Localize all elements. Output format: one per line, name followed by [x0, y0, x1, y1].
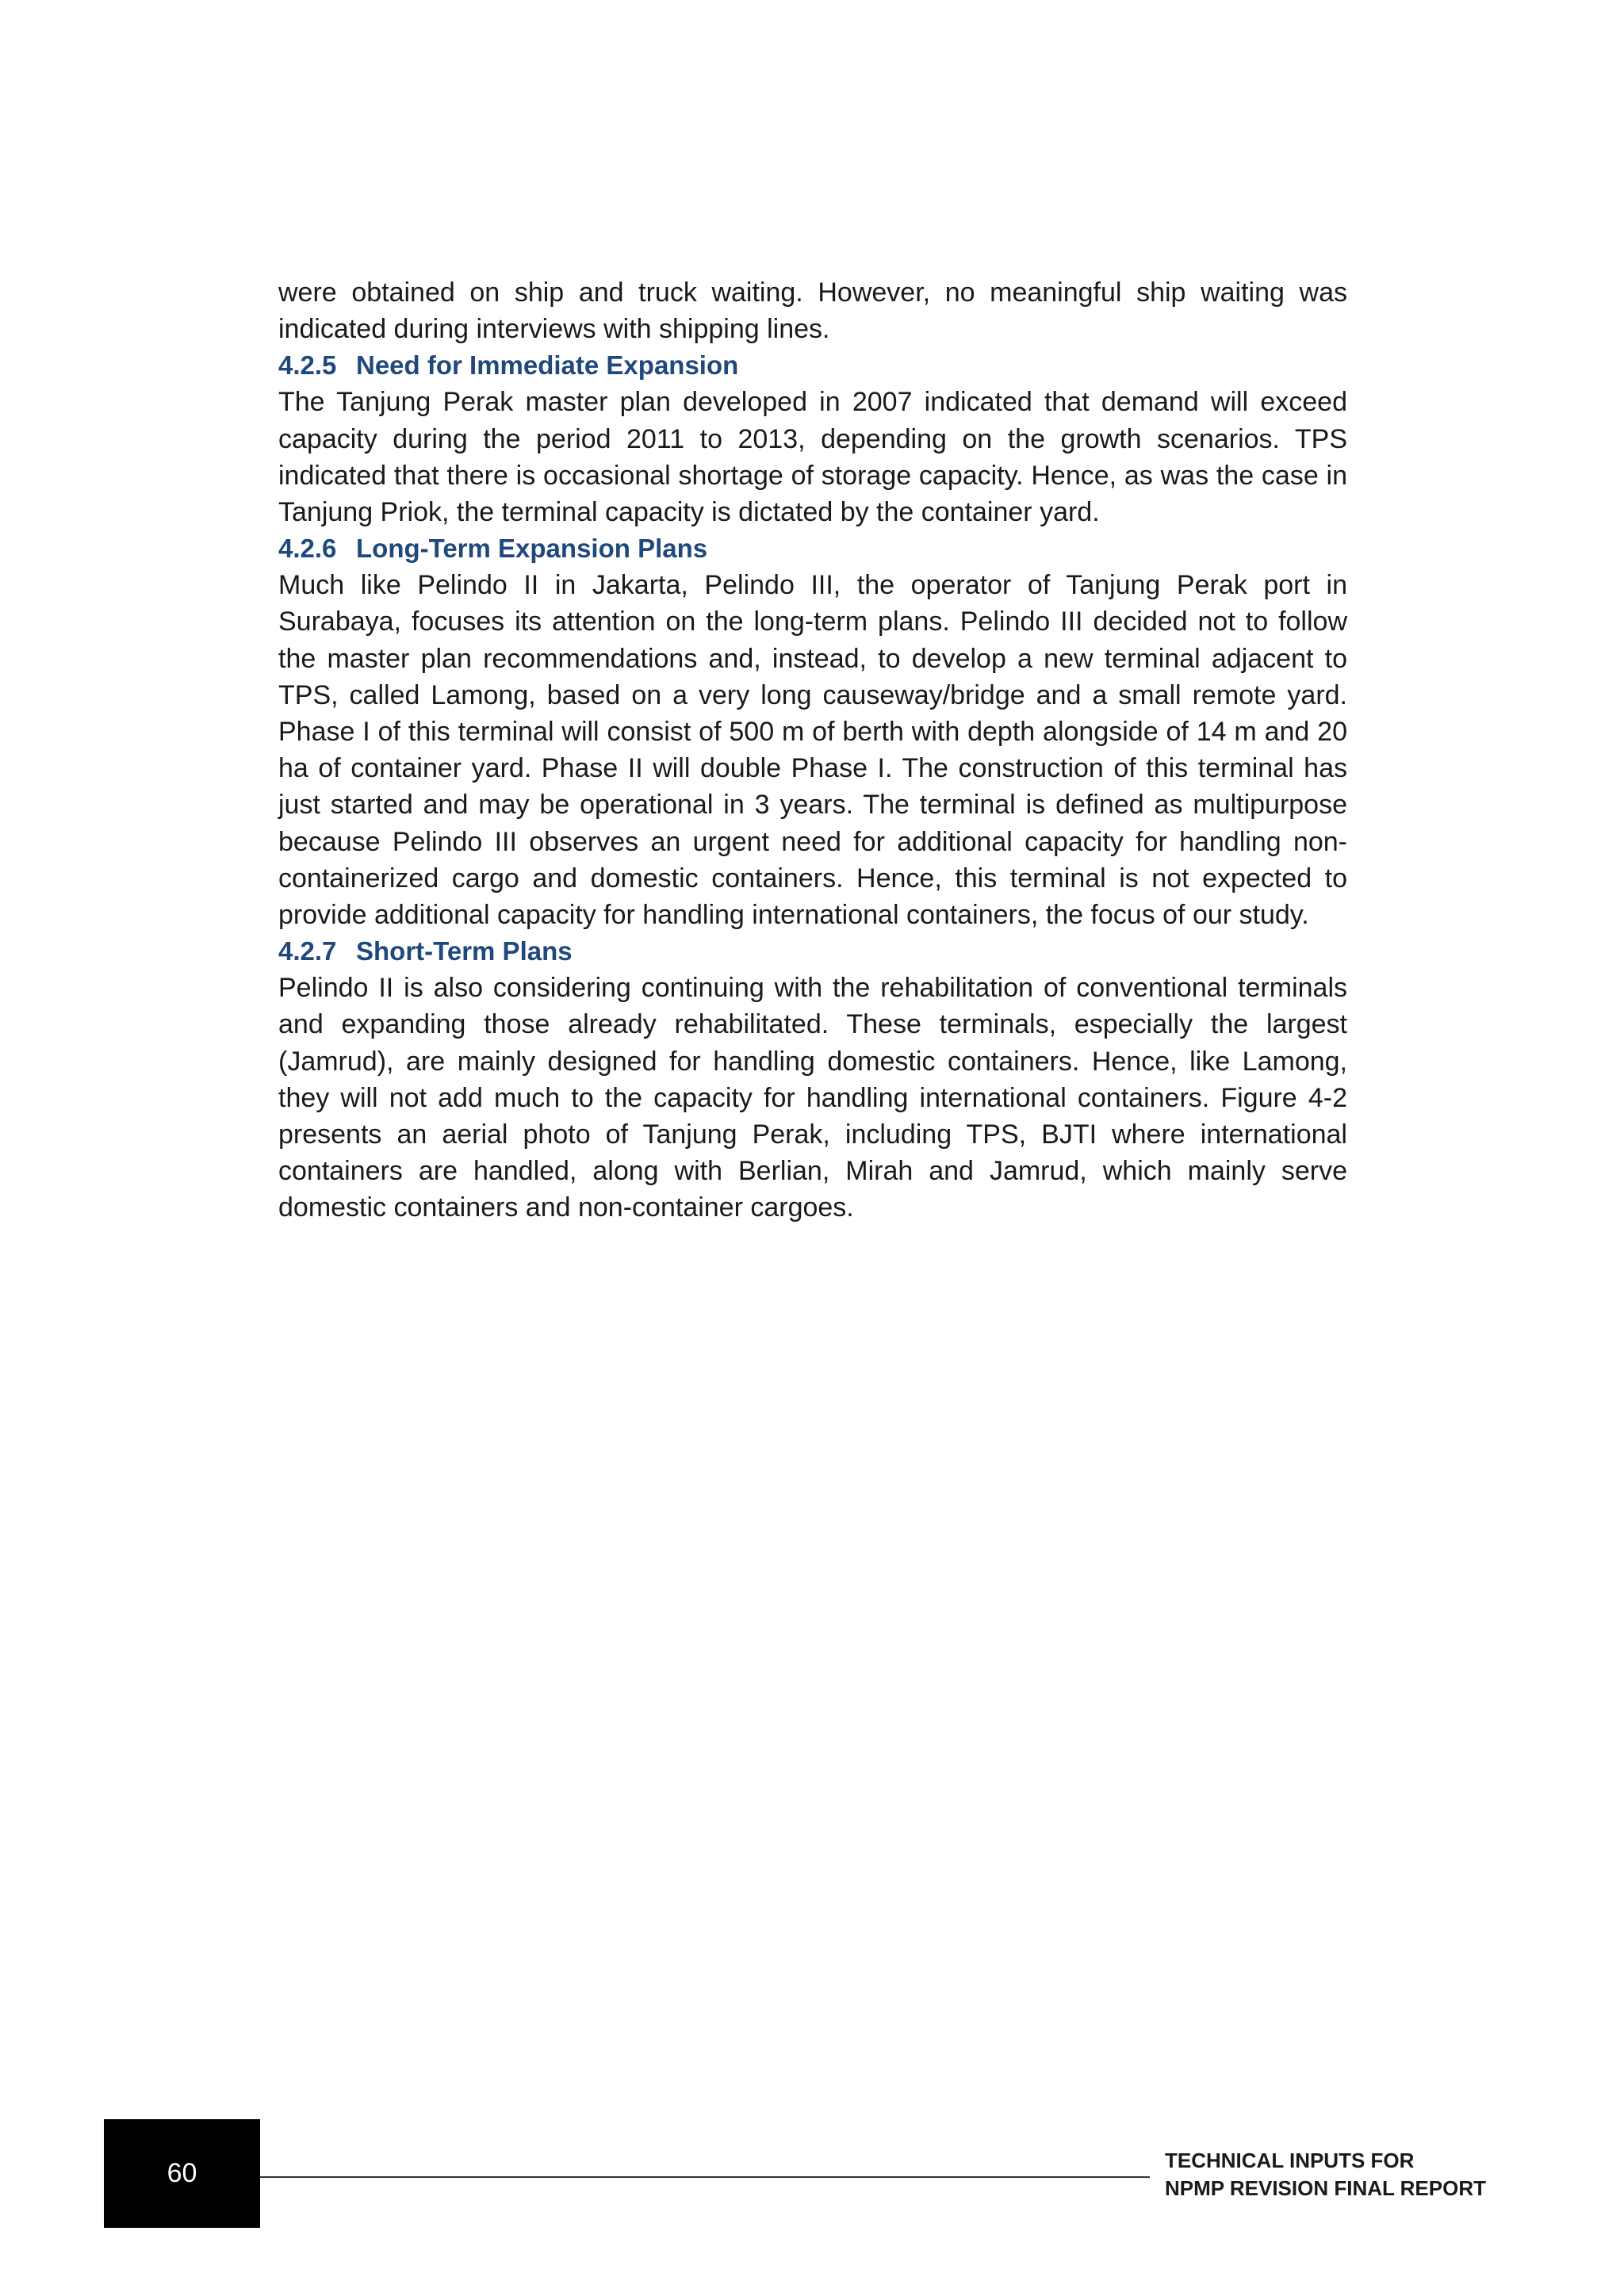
- section-number: 4.2.7: [278, 936, 337, 966]
- section-number: 4.2.6: [278, 534, 337, 564]
- footer-divider: [260, 2176, 1150, 2178]
- section-title: Short-Term Plans: [356, 936, 573, 966]
- section-heading-4-2-5: [278, 347, 1347, 384]
- footer-title-line-2: NPMP REVISION FINAL REPORT: [1165, 2176, 1486, 2200]
- footer-report-title: [1165, 2147, 1486, 2202]
- section-paragraph-4-2-5: The Tanjung Perak master plan developed in 2007 indicated that demand will exceed capacity during the period 2011 to 2013, depending on the growth scenarios. TPS indicated that there is occasional shortage of storage capacity. Hence, as was the case in Tanjung Priok, the terminal capacity is dictated by the container yard.: [278, 387, 1347, 528]
- section-title: Need for Immediate Expansion: [356, 350, 739, 381]
- footer-title-line-1: TECHNICAL INPUTS FOR: [1165, 2149, 1415, 2172]
- page-number-box: [104, 2119, 260, 2228]
- section-title: Long-Term Expansion Plans: [356, 534, 708, 564]
- page-number: 60: [167, 2158, 197, 2188]
- section-heading-4-2-6: [278, 530, 1347, 567]
- section-heading-4-2-7: [278, 933, 1347, 970]
- section-paragraph-4-2-6: Much like Pelindo II in Jakarta, Pelindo III, the operator of Tanjung Perak port in Surabaya, focuses its attention on the long-term plans. Pelindo III decided not to follow the master plan recommendations and, instead, to develop a new terminal adjacent to TPS, called Lamong, based on a very long causeway/bridge and a small remote yard. Phase I of this terminal will consist of 500 m of berth with depth alongside of 14 m and 20 ha of container yard. Phase II will double Phase I. The construction of this terminal has just started and may be operational in 3 years. The terminal is defined as multipurpose because Pelindo III observes an urgent need for additional capacity for handling non-containerized cargo and domestic containers. Hence, this terminal is not expected to provide additional capacity for handling international containers, the focus of our study.: [278, 570, 1347, 931]
- section-number: 4.2.5: [278, 350, 337, 381]
- page-content: [278, 274, 1347, 1226]
- intro-paragraph: were obtained on ship and truck waiting. However, no meaningful ship waiting was indicated during interviews with shipping lines.: [278, 277, 1347, 345]
- section-paragraph-4-2-7: Pelindo II is also considering continuing with the rehabilitation of conventional terminals and expanding those already rehabilitated. These terminals, especially the largest (Jamrud), are mainly designed for handling domestic containers. Hence, like Lamong, they will not add much to the capacity for handling international containers. Figure 4-2 presents an aerial photo of Tanjung Perak, including TPS, BJTI where international containers are handled, along with Berlian, Mirah and Jamrud, which mainly serve domestic containers and non-container cargoes.: [278, 973, 1347, 1223]
